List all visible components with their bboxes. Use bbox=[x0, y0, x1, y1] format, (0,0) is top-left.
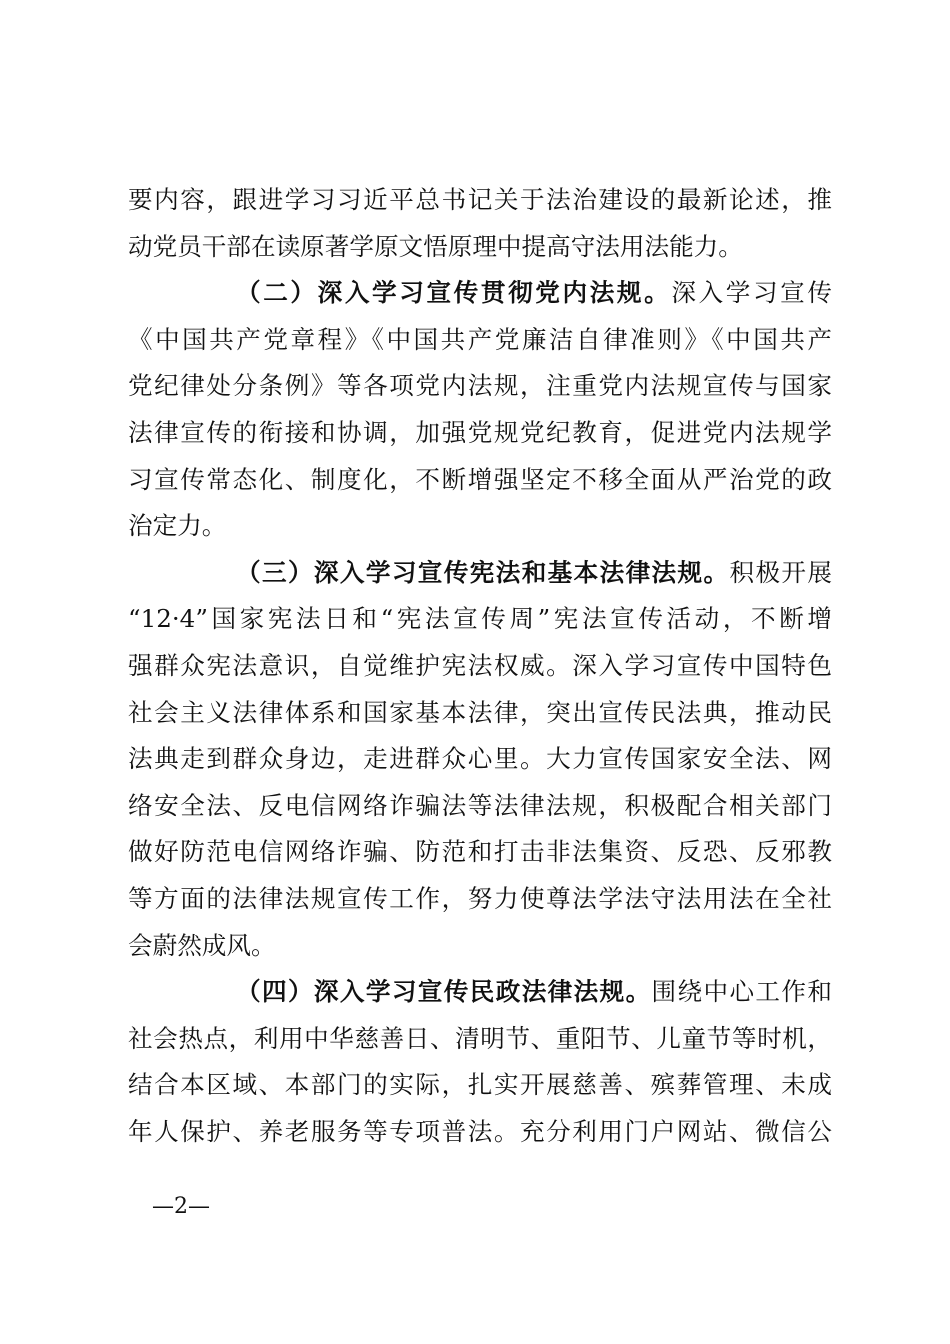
text-line: 党纪律处分条例》等各项党内法规，注重党内法规宣传与国家 bbox=[128, 371, 832, 401]
text-line: 会蔚然成风。 bbox=[128, 930, 276, 960]
section-heading: （三）深入学习宣传宪法和基本法律法规。 bbox=[236, 557, 730, 587]
paragraph-first-line bbox=[128, 270, 832, 317]
text-line: 社会主义法律体系和国家基本法律，突出宣传民法典，推动民 bbox=[128, 697, 832, 727]
text-line: 法律宣传的衔接和协调，加强党规党纪教育，促进党内法规学 bbox=[128, 417, 832, 447]
text-line: 等方面的法律法规宣传工作，努力使尊法学法守法用法在全社 bbox=[128, 883, 832, 913]
text-line: 强群众宪法意识，自觉维护宪法权威。深入学习宣传中国特色 bbox=[128, 650, 832, 680]
section-heading: （二）深入学习宣传贯彻党内法规。 bbox=[236, 278, 672, 308]
text-line: 法典走到群众身边，走进群众心里。大力宣传国家安全法、网 bbox=[128, 744, 832, 774]
paragraph bbox=[128, 270, 832, 550]
paragraph bbox=[128, 550, 832, 969]
paragraph bbox=[128, 969, 832, 1155]
text-line: 做好防范电信网络诈骗、防范和打击非法集资、反恐、反邪教 bbox=[128, 837, 832, 867]
paragraph-first-line bbox=[128, 969, 832, 1016]
paragraph bbox=[128, 177, 832, 270]
text-run: 围绕中心工作和 bbox=[651, 977, 832, 1007]
text-line: 结合本区域、本部门的实际，扎实开展慈善、殡葬管理、未成 bbox=[128, 1070, 832, 1100]
text-line: 络安全法、反电信网络诈骗法等法律法规，积极配合相关部门 bbox=[128, 790, 832, 820]
text-line: 社会热点，利用中华慈善日、清明节、重阳节、儿童节等时机， bbox=[128, 1023, 832, 1053]
paragraph-first-line bbox=[128, 550, 832, 597]
page-number: —2— bbox=[152, 1194, 210, 1219]
text-run: 深入学习宣传 bbox=[671, 278, 832, 308]
section-heading: （四）深入学习宣传民政法律法规。 bbox=[236, 977, 652, 1007]
text-line: 习宣传常态化、制度化，不断增强坚定不移全面从严治党的政 bbox=[128, 464, 832, 494]
text-line: 动党员干部在读原著学原文悟原理中提高守法用法能力。 bbox=[128, 231, 743, 261]
text-line: 《中国共产党章程》《中国共产党廉洁自律准则》《中国共产 bbox=[128, 324, 832, 354]
document-body bbox=[128, 177, 832, 1155]
text-line: 要内容，跟进学习习近平总书记关于法治建设的最新论述，推 bbox=[128, 185, 832, 214]
text-line: 治定力。 bbox=[128, 511, 227, 541]
text-line: “12·4”国家宪法日和“宪法宣传周”宪法宣传活动，不断增 bbox=[128, 604, 832, 634]
text-run: 积极开展 bbox=[729, 557, 832, 587]
text-line: 年人保护、养老服务等专项普法。充分利用门户网站、微信公 bbox=[128, 1116, 832, 1146]
